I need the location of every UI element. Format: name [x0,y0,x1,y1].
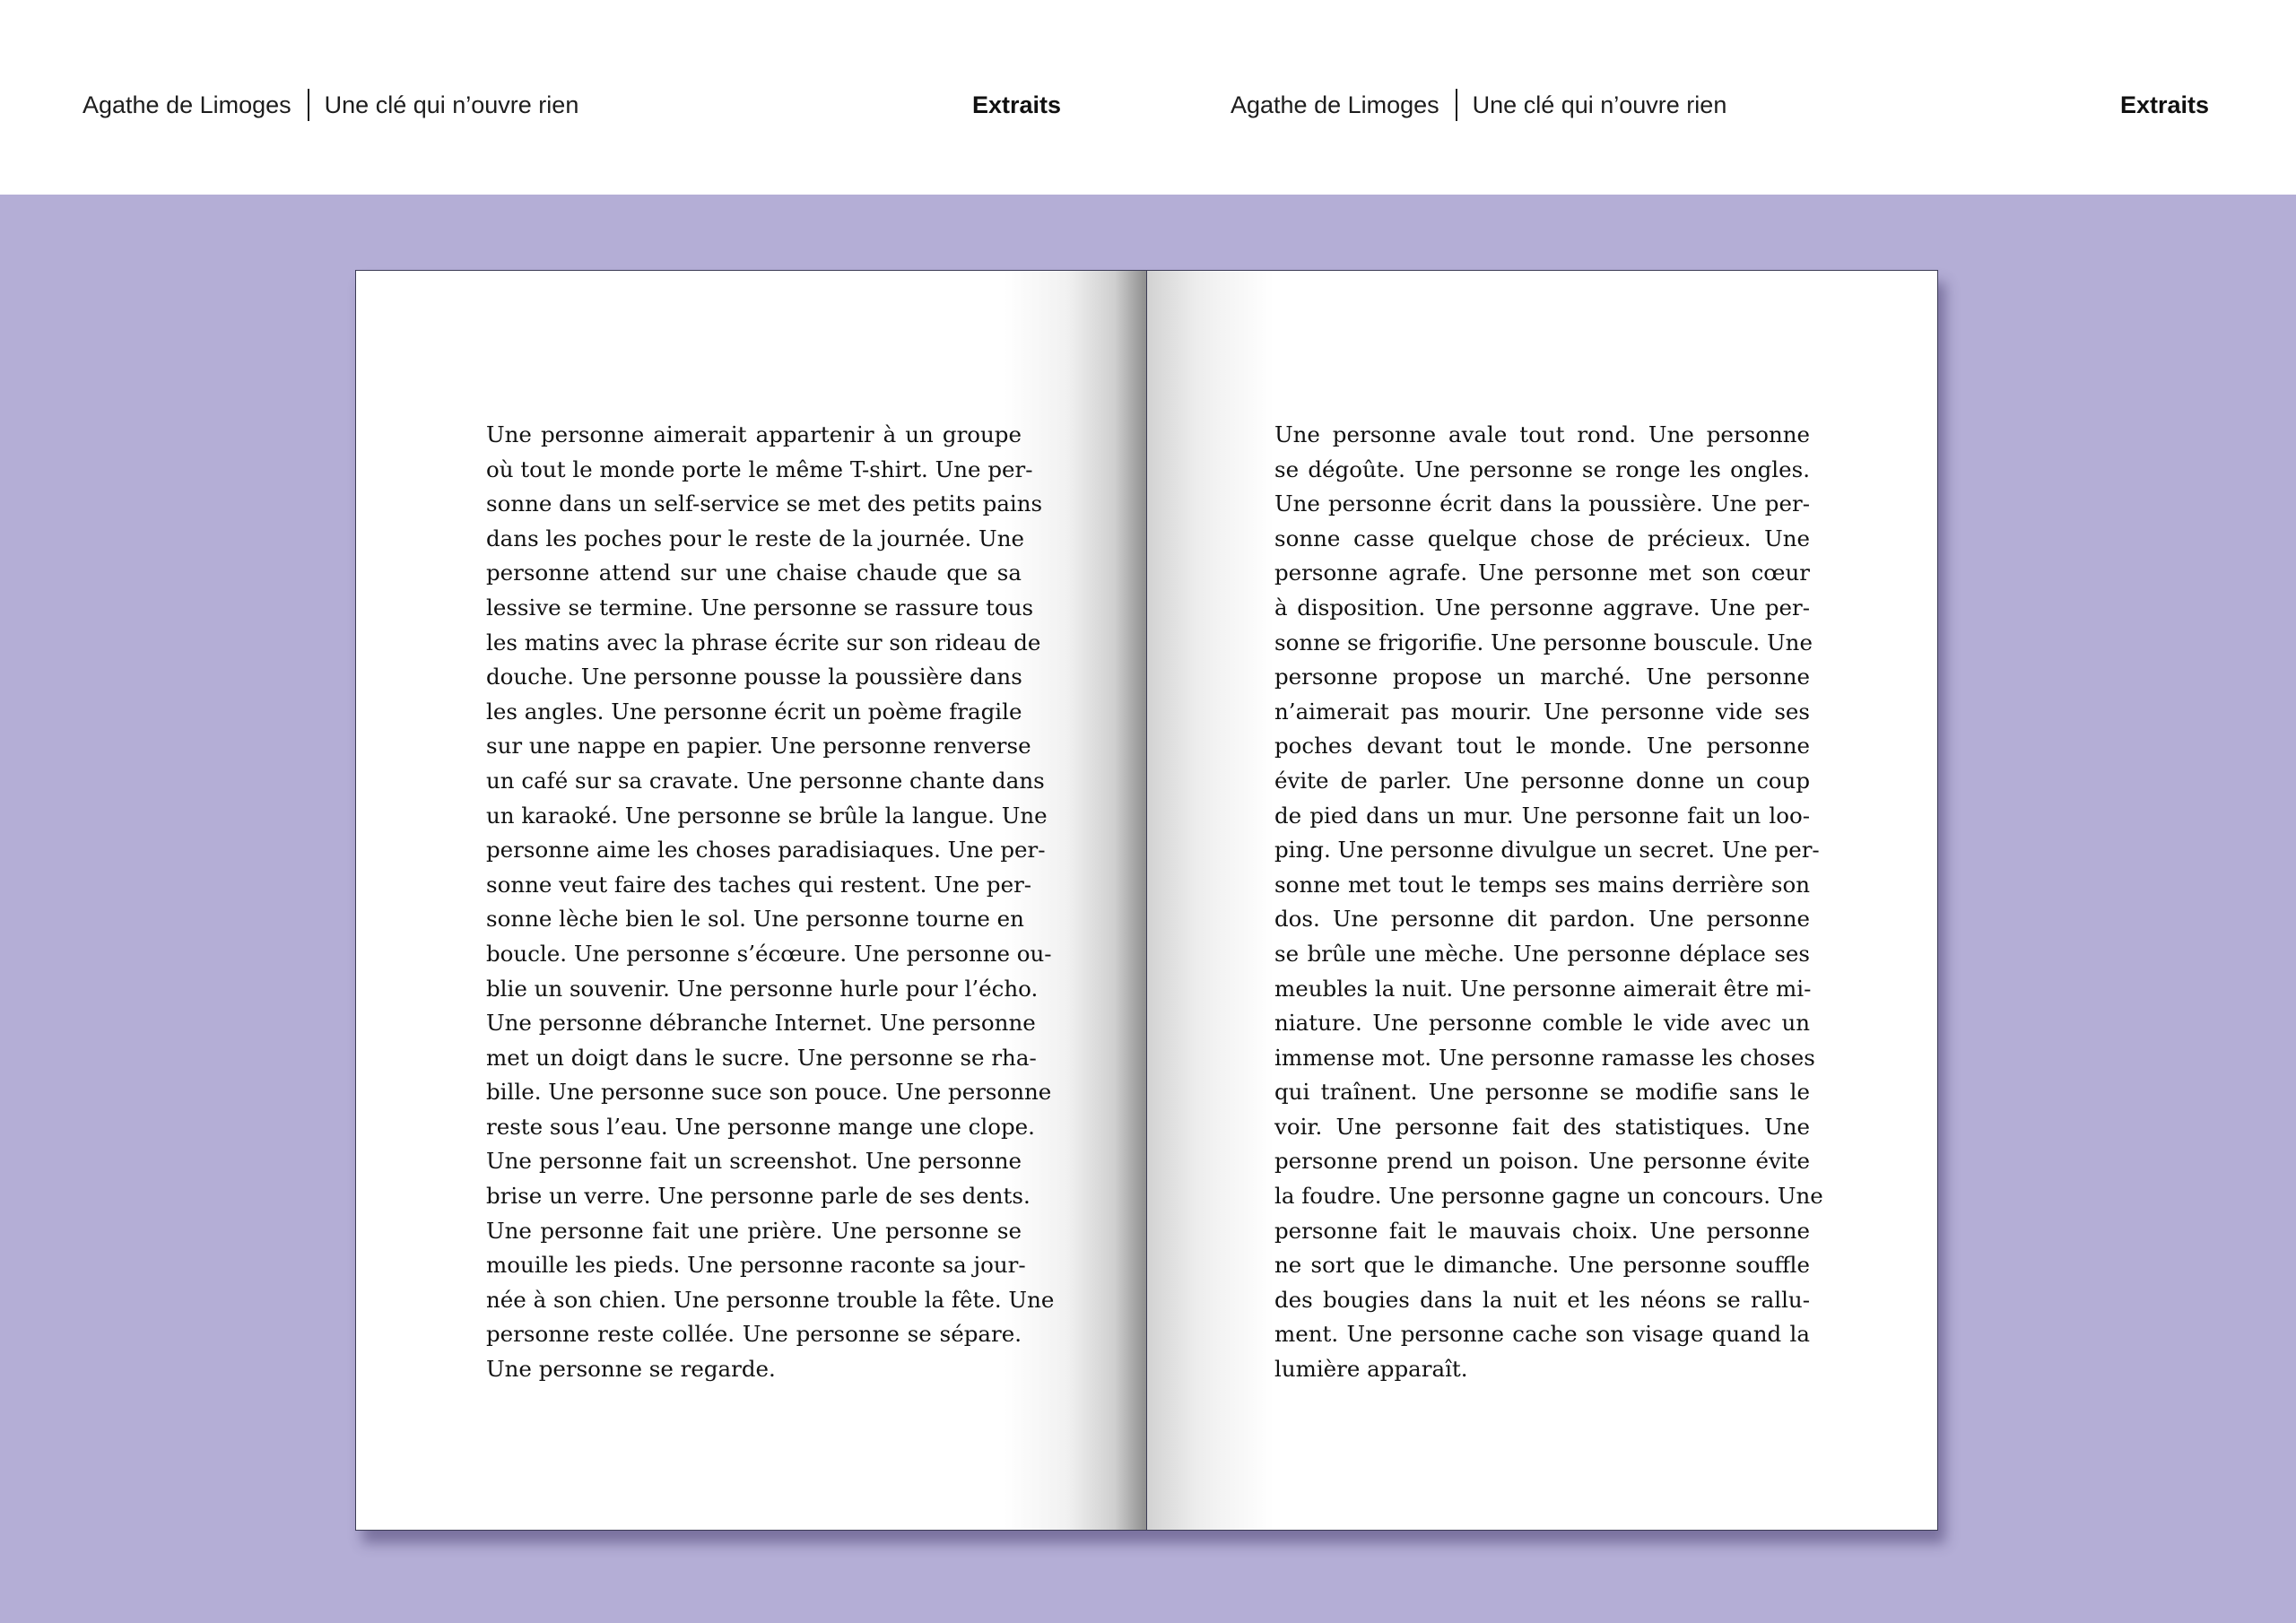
section-label: Extraits [972,91,1062,118]
text-line: Une personne écrit dans la poussière. Une per- [1274,490,1810,517]
text-line: met un doigt dans le sucre. Une personne se rha- [486,1044,1037,1071]
text-line: personne fait le mauvais choix. Une personne [1274,1217,1810,1244]
text-line: des bougies dans la nuit et les néons se rallu- [1274,1286,1810,1313]
divider [1456,89,1457,121]
text-line: lessive se termine. Une personne se rassure tous [486,594,1034,621]
text-line: ne sort que le dimanche. Une personne souffle [1274,1252,1810,1279]
text-line: n’aimerait pas mourir. Une personne vide ses [1274,698,1810,725]
text-line: Une personne aimerait appartenir à un groupe [486,421,1022,447]
text-line: meubles la nuit. Une personne aimerait être mi- [1274,975,1812,1002]
text-line: sonne casse quelque chose de précieux. Une [1274,525,1810,551]
text-line: un karaoké. Une personne se brûle la langue. Une [486,802,1048,829]
text-line: un café sur sa cravate. Une personne chante dans [486,767,1045,794]
text-line: Une personne fait un screenshot. Une personne [486,1148,1022,1175]
divider [308,89,309,121]
text-line: dans les poches pour le reste de la journée. Une [486,525,1024,551]
text-line: la foudre. Une personne gagne un concours. Une [1274,1183,1823,1210]
text-line: qui traînent. Une personne se modifie sans le [1274,1079,1810,1106]
header-left-group [83,87,578,123]
text-line: Une personne se regarde. [486,1356,776,1383]
book-spread [355,270,1938,1531]
text-line: ment. Une personne cache son visage quand la [1274,1321,1810,1348]
text-line: personne reste collée. Une personne se sépare. [486,1321,1022,1348]
text-line: les angles. Une personne écrit un poème fragile [486,698,1022,725]
text-line: Une personne débranche Internet. Une personne [486,1010,1036,1037]
text-line: niature. Une personne comble le vide avec un [1274,1010,1810,1037]
text-line: reste sous l’eau. Une personne mange une clope. [486,1113,1035,1140]
text-line: se dégoûte. Une personne se ronge les ongles. [1274,456,1810,482]
section-label: Extraits [2120,91,2210,118]
text-line: personne aime les choses paradisiaques. Une per- [486,837,1046,864]
text-line: Une personne avale tout rond. Une personne [1274,421,1810,447]
text-line: sonne met tout le temps ses mains derrière son [1274,871,1810,898]
text-line: où tout le monde porte le même T-shirt. Une per- [486,456,1033,482]
text-line: immense mot. Une personne ramasse les choses [1274,1044,1815,1071]
text-line: dos. Une personne dit pardon. Une personne [1274,906,1810,933]
text-line: sonne se frigorifie. Une personne bouscule. Une [1274,629,1813,655]
text-line: née à son chien. Une personne trouble la fête. Une [486,1286,1055,1313]
text-line: boucle. Une personne s’écœure. Une personne ou- [486,940,1052,967]
text-line: sonne dans un self-service se met des petits pains [486,490,1043,517]
text-line: brise un verre. Une personne parle de ses dents. [486,1183,1031,1210]
left-page-text [486,418,1055,1387]
text-line: à disposition. Une personne aggrave. Une per- [1274,594,1810,621]
text-line: personne prend un poison. Une personne évite [1274,1148,1810,1175]
text-line: lumière apparaît. [1274,1356,1468,1383]
text-line: se brûle une mèche. Une personne déplace ses [1274,940,1810,967]
text-line: blie un souvenir. Une personne hurle pour l’écho. [486,975,1039,1002]
author-name: Agathe de Limoges [83,91,291,118]
text-line: sur une nappe en papier. Une personne renverse [486,733,1031,759]
author-name: Agathe de Limoges [1231,91,1439,118]
left-page [355,270,1147,1531]
text-line: Une personne fait une prière. Une personne se [486,1217,1022,1244]
book-title: Une clé qui n’ouvre rien [1472,91,1727,118]
text-line: personne agrafe. Une personne met son cœur [1274,560,1810,586]
text-line: personne attend sur une chaise chaude que sa [486,560,1022,586]
text-line: évite de parler. Une personne donne un coup [1274,767,1810,794]
right-page [1146,270,1938,1531]
page-header [0,0,2296,195]
text-line: bille. Une personne suce son pouce. Une personne [486,1079,1052,1106]
text-line: poches devant tout le monde. Une personne [1274,733,1810,759]
text-line: douche. Une personne pousse la poussière dans [486,664,1022,690]
text-line: voir. Une personne fait des statistiques. Une [1274,1113,1810,1140]
text-line: mouille les pieds. Une personne raconte sa jour- [486,1252,1026,1279]
header-right-group [1231,87,1726,123]
text-line: sonne lèche bien le sol. Une personne tourne en [486,906,1024,933]
text-line: de pied dans un mur. Une personne fait un loo- [1274,802,1810,829]
text-line: ping. Une personne divulgue un secret. Une per- [1274,837,1820,864]
book-title: Une clé qui n’ouvre rien [324,91,579,118]
text-line: sonne veut faire des taches qui restent. Une per- [486,871,1032,898]
text-line: les matins avec la phrase écrite sur son rideau de [486,629,1041,655]
text-line: personne propose un marché. Une personne [1274,664,1810,690]
right-page-text [1274,418,1823,1387]
